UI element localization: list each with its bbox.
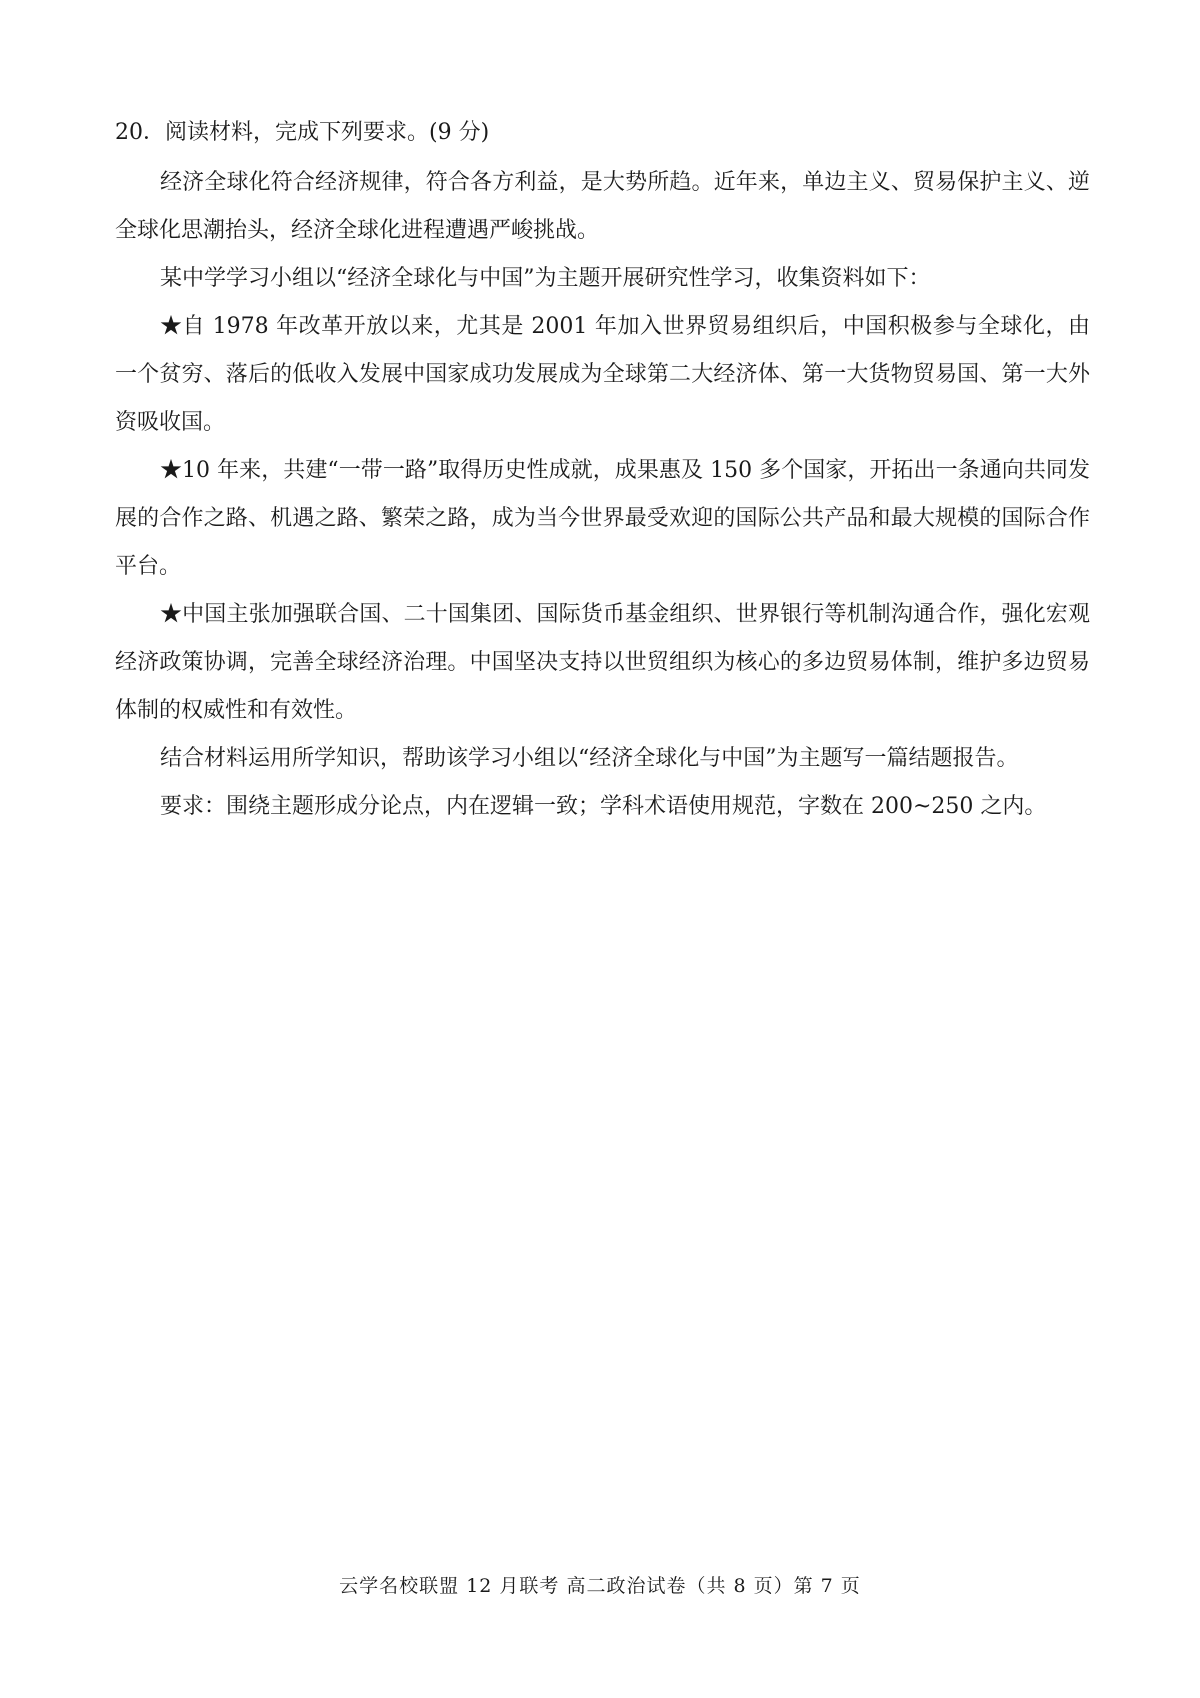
requirements-paragraph: 要求：围绕主题形成分论点，内在逻辑一致；学科术语使用规范，字数在 200~250 之内。 (160, 794, 1047, 819)
page-footer: 云学名校联盟 12 月联考 高二政治试卷（共 8 页）第 7 页 (339, 1575, 861, 1597)
material-item-wto: ★自 1978 年改革开放以来，尤其是 2001 年加入世界贸易组织后，中国积极参与全球化，由一个贫穷、落后的低收入发展中国家成功发展成为全球第二大经济体、第一大货物贸易国、第一大外资吸收国。 (115, 314, 1090, 435)
material-item-global-governance: ★中国主张加强联合国、二十国集团、国际货币基金组织、世界银行等机制沟通合作，强化宏观经济政策协调，完善全球经济治理。中国坚决支持以世贸组织为核心的多边贸易体制，维护多边贸易体制的权威性和有效性。 (115, 602, 1090, 723)
question-title: 20．阅读材料，完成下列要求。(9 分) (115, 120, 490, 145)
material-item-belt-and-road: ★10 年来，共建“一带一路”取得历史性成就，成果惠及 150 多个国家，开拓出一条通向共同发展的合作之路、机遇之路、繁荣之路，成为当今世界最受欢迎的国际公共产品和最大规模的国际合作平台。 (115, 458, 1090, 579)
question-block (115, 113, 1090, 831)
research-topic-paragraph: 某中学学习小组以“经济全球化与中国”为主题开展研究性学习，收集资料如下： (160, 266, 931, 291)
material-intro-paragraph: 经济全球化符合经济规律，符合各方利益，是大势所趋。近年来，单边主义、贸易保护主义、逆全球化思潮抬头，经济全球化进程遭遇严峻挑战。 (115, 170, 1090, 243)
task-paragraph: 结合材料运用所学知识，帮助该学习小组以“经济全球化与中国”为主题写一篇结题报告。 (160, 746, 1019, 771)
